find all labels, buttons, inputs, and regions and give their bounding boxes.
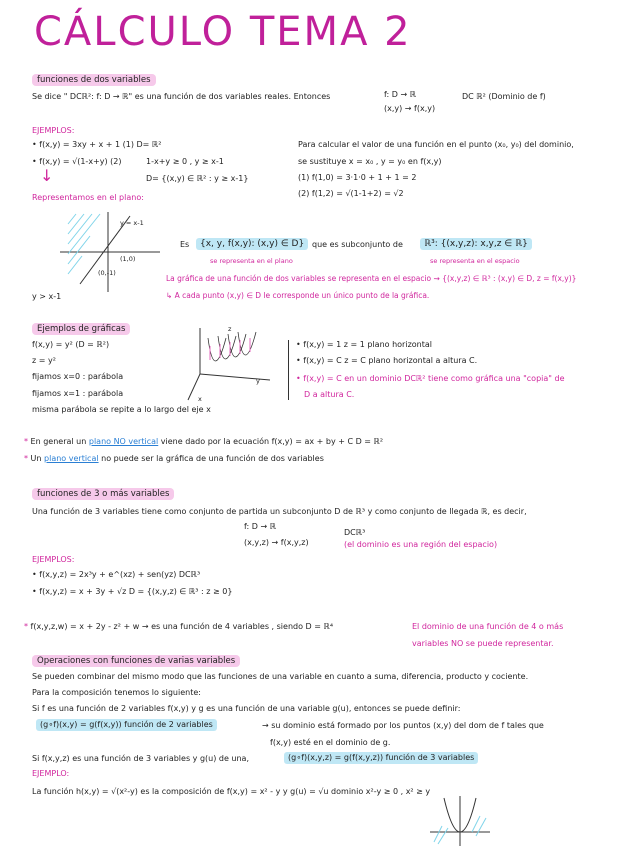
operations-line-2: Para la composición tenemos lo siguiente: [32,688,201,697]
axis-y-label: y [256,377,260,385]
rep-plane-note: se representa en el plano [210,257,293,265]
map-line-2: (x,y) → f(x,y) [384,104,436,113]
note-2-c: no puede ser la gráfica de una función de dos variables [101,454,324,463]
graph-point-1: (1,0) [120,255,136,263]
composition-three-var: (g∘f)(x,y,z) = g(f(x,y,z)) función de 3 variables [284,752,478,764]
note-2-a: Un [30,454,42,463]
plot-label: Representamos en el plano: [32,193,144,202]
section-heading-two-variables: funciones de dos variables [32,74,156,86]
three-var-definition: Una función de 3 variables tiene como conjunto de partida un subconjunto D de ℝ³ y como conjunto de llegada ℝ, es decir, [32,507,527,516]
operations-line-6: Si f(x,y,z) es una función de 3 variables y g(u) de una, [32,754,250,763]
plane-line-3: • f(x,y) = C en un dominio DCℝ² tiene como gráfica una "copia" de [296,374,565,383]
es-label: Es [180,240,190,249]
note-1-c: viene dado por la ecuación f(x,y) = ax + by + C D = ℝ² [160,437,384,446]
graph-definition-2: ↳ A cada punto (x,y) ∈ D le corresponde un único punto de la gráfica. [166,291,430,300]
graph-example-line-4: fijamos x=1 : parábola [32,389,124,398]
down-arrow-icon: ↓ [40,166,54,185]
parabolic-cylinder-sketch [180,324,280,404]
calc-text-1: Para calcular el valor de una función en el punto (x₀, y₀) del dominio, [298,140,574,149]
graph-example-line-1: f(x,y) = y² (D = ℝ²) [32,340,110,349]
operations-example: La función h(x,y) = √(x²-y) es la composición de f(x,y) = x² - y y g(u) = √u dominio x²-y ≥ 0 , x² ≥ y [32,787,431,796]
plane-line-4: D a altura C. [304,390,355,399]
three-var-map-2: (x,y,z) → f(x,y,z) [244,538,309,547]
note-1 [24,437,383,447]
composition-two-var-domain-2: f(x,y) esté en el dominio de g. [270,738,391,747]
note-2-star: * [24,454,28,463]
example-2: • f(x,y) = √(1-x+y) (2) [32,157,122,166]
composition-two-var: (g∘f)(x,y) = g(f(x,y)) función de 2 variables [36,719,217,731]
calc-text-2: se sustituye x = x₀ , y = y₀ en f(x,y) [298,157,442,166]
operations-line-1: Se pueden combinar del mismo modo que las funciones de una variable en cuanto a suma, diferencia, producto y cociente. [32,672,529,681]
divider-line [288,340,289,400]
graph-definition-1: La gráfica de una función de dos variables se representa en el espacio ⇝ {(x,y,z) ∈ ℝ³ : (x,y) ∈ D, z = f(x,y)} [166,274,577,283]
composition-two-var-domain: → su dominio está formado por los puntos (x,y) del dom de f tales que [262,721,544,730]
calc-text-4: (2) f(1,2) = √(1-1+2) = √2 [298,189,404,198]
domain-note: DC ℝ² (Dominio de f) [462,92,546,101]
four-var-star: * [24,622,28,631]
example-1: • f(x,y) = 3xy + x + 1 (1) D= ℝ² [32,140,162,149]
graph-line-label: y = x-1 [120,219,144,227]
example-2-condition: 1-x+y ≥ 0 , y ≥ x-1 [146,157,224,166]
rep-space-note: se representa en el espacio [430,257,520,265]
three-var-domain: DCℝ³ [344,528,366,537]
page-title: CÁLCULO TEMA 2 [34,9,412,55]
note-2 [24,454,324,464]
note-1-highlight: plano NO vertical [88,437,159,446]
definition-text: Se dice " DCℝ²: f: D → ℝ" es una función de dos variables reales. Entonces [32,92,331,101]
r3-set: ℝ³: {(x,y,z): x,y,z ∈ ℝ} [420,238,532,250]
four-var-note-1: El dominio de una función de 4 o más [412,622,564,631]
three-var-domain-note: (el dominio es una región del espacio) [344,540,498,549]
three-var-map-1: f: D → ℝ [244,522,277,531]
example-2-domain: D= {(x,y) ∈ ℝ² : y ≥ x-1} [146,174,249,183]
note-1-a: En general un [30,437,87,446]
note-1-star: * [24,437,28,446]
plane-line-1: • f(x,y) = 1 z = 1 plano horizontal [296,340,432,349]
map-line-1: f: D → ℝ [384,90,417,99]
domain-sketch [60,212,160,292]
three-var-example-2: • f(x,y,z) = x + 3y + √z D = {(x,y,z) ∈ ℝ³ : z ≥ 0} [32,587,233,596]
three-var-example-1: • f(x,y,z) = 2x³y + e^(xz) + sen(yz) DCℝ³ [32,570,201,579]
domain-parabola-sketch [430,796,490,846]
four-var-line [24,622,333,632]
graph-bottom-label: y > x-1 [32,292,62,301]
axis-z-label: z [228,325,232,333]
note-2-highlight: plano vertical [44,454,99,463]
examples-label: EJEMPLOS: [32,126,75,135]
axis-x-label: x [198,395,202,403]
set-notation: {x, y, f(x,y): (x,y) ∈ D} [196,238,308,250]
operations-line-3: Si f es una función de 2 variables f(x,y) y g es una función de una variable g(u), entonces se puede definir: [32,704,461,713]
graph-example-line-5: misma parábola se repite a lo largo del eje x [32,405,211,414]
four-var-text: f(x,y,z,w) = x + 2y - z² + w → es una función de 4 variables , siendo D = ℝ⁴ [30,622,334,631]
section-heading-operations: Operaciones con funciones de varias variables [32,655,240,667]
four-var-note-2: variables NO se puede representar. [412,639,554,648]
three-var-examples-label: EJEMPLOS: [32,555,75,564]
graph-point-2: (0,-1) [98,269,116,277]
example-label: EJEMPLO: [32,769,70,778]
subset-text: que es subconjunto de [312,240,403,249]
plane-line-2: • f(x,y) = C z = C plano horizontal a altura C. [296,356,478,365]
section-heading-graph-examples: Ejemplos de gráficas [32,323,130,335]
graph-example-line-2: z = y² [32,356,56,365]
section-heading-three-variables: funciones de 3 o más variables [32,488,174,500]
calc-text-3: (1) f(1,0) = 3·1·0 + 1 + 1 = 2 [298,173,417,182]
graph-example-line-3: fijamos x=0 : parábola [32,372,124,381]
